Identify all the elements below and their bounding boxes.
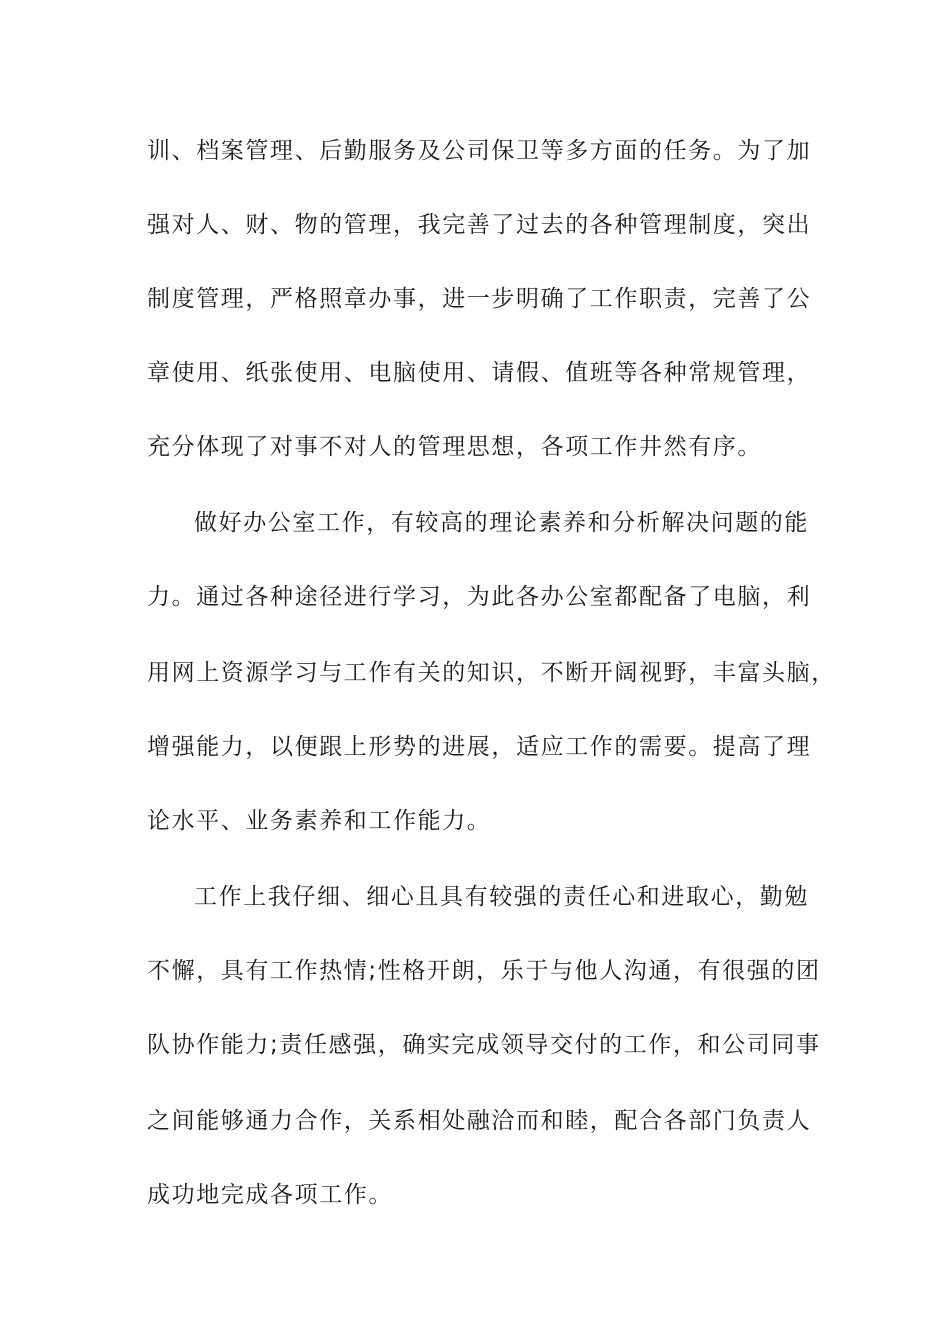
paragraph-1-line-4: 章使用、纸张使用、电脑使用、请假、值班等各种常规管理， [147,360,812,386]
paragraph-1-line-5: 充分体现了对事不对人的管理思想，各项工作井然有序。 [147,434,762,460]
paragraph-2-line-5: 论水平、业务素养和工作能力。 [147,808,492,834]
paragraph-3-line-5: 成功地完成各项工作。 [147,1182,393,1208]
paragraph-2-line-1: 做好办公室工作，有较高的理论素养和分析解决问题的能 [194,510,809,536]
paragraph-3-line-1: 工作上我仔细、细心且具有较强的责任心和进取心，勤勉 [194,884,809,910]
paragraph-1-line-1: 训、档案管理、后勤服务及公司保卫等多方面的任务。为了加 [147,138,812,164]
paragraph-1-line-2: 强对人、财、物的管理，我完善了过去的各种管理制度，突出 [147,212,812,238]
paragraph-3-line-2: 不懈，具有工作热情;性格开朗，乐于与他人沟通，有很强的团 [147,958,821,984]
paragraph-1-line-3: 制度管理，严格照章办事，进一步明确了工作职责，完善了公 [147,286,812,312]
paragraph-2-line-3: 用网上资源学习与工作有关的知识，不断开阔视野，丰富头脑， [147,660,836,686]
paragraph-2-line-4: 增强能力，以便跟上形势的进展，适应工作的需要。提高了理 [147,734,812,760]
paragraph-3-line-4: 之间能够通力合作，关系相处融洽而和睦，配合各部门负责人 [147,1108,812,1134]
paragraph-3-line-3: 队协作能力;责任感强，确实完成领导交付的工作，和公司同事 [147,1032,821,1058]
paragraph-2-line-2: 力。通过各种途径进行学习，为此各办公室都配备了电脑，利 [147,584,812,610]
